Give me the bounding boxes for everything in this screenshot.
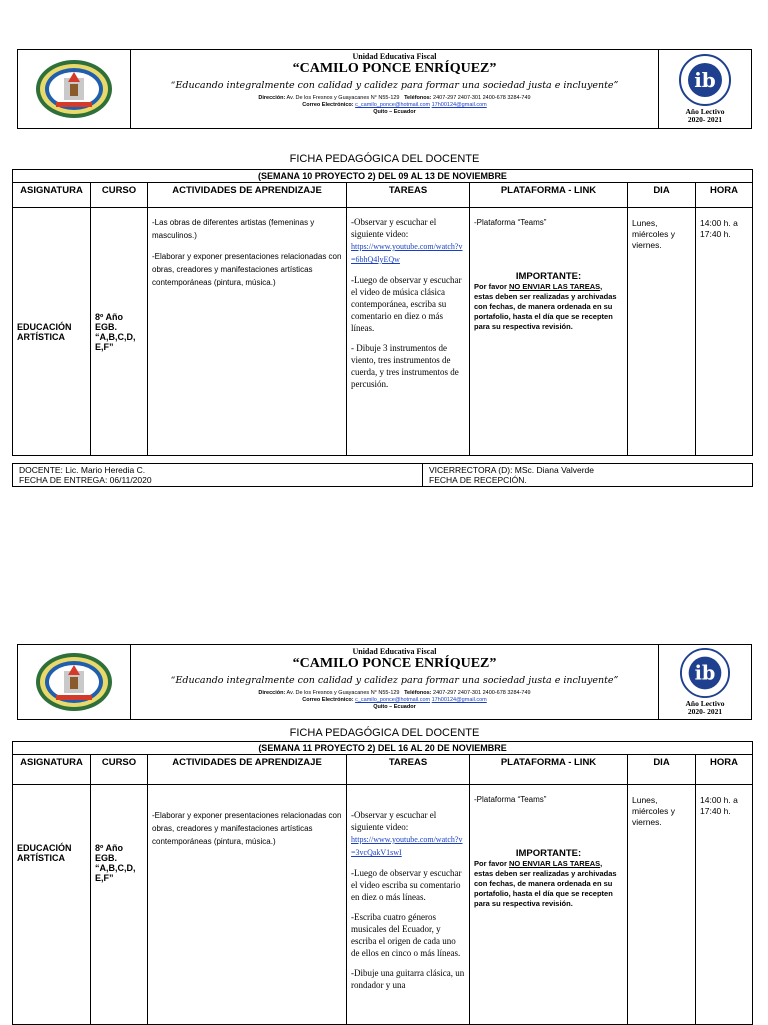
- school-logo-cell: [18, 645, 131, 719]
- task-item: -Luego de observar y escuchar el video de música clásica contemporánea, escriba su comentario en diez o más líneas.: [351, 275, 462, 333]
- subject-cell: EDUCACIÓN ARTÍSTICA: [13, 208, 91, 456]
- activity-item: -Elaborar y exponer presentaciones relacionadas con obras, creadores y manifestaciones artísticas contemporáneas (pintura, música.): [152, 252, 342, 287]
- important-title: IMPORTANTE:: [515, 271, 582, 282]
- activity-item: -Elaborar y exponer presentaciones relacionadas con obras, creadores y manifestaciones artísticas contemporáneas (pintura, música.): [152, 811, 342, 846]
- col-day: DIA: [628, 755, 696, 785]
- school-header: [17, 644, 752, 720]
- col-course: CURSO: [91, 183, 148, 208]
- vice-name: VICERRECTORA (D): MSc. Diana Valverde: [429, 465, 595, 475]
- schedule-table-week10: [12, 169, 753, 456]
- day-cell: Lunes, miércoles y viernes.: [628, 785, 696, 1025]
- school-crest-icon: [34, 58, 114, 120]
- subject-cell: EDUCACIÓN ARTÍSTICA: [13, 785, 91, 1025]
- col-course: CURSO: [91, 755, 148, 785]
- activities-cell: [148, 785, 347, 1025]
- task-item: -Dibuje una guitarra clásica, un rondador y una: [351, 968, 465, 990]
- task-item: -Luego de observar y escuchar el video escriba su comentario en diez o más líneas.: [351, 868, 462, 902]
- important-text: Por favor NO ENVIAR LAS TAREAS, estas deben ser realizadas y archivadas con fechas, de manera ordenada en su portafolio, hasta el día que se recepten para su respectiva revisión.: [474, 859, 617, 908]
- table-header-row: [13, 183, 753, 208]
- platform-cell: [470, 208, 628, 456]
- platform-name: -Plataforma “Teams”: [474, 795, 547, 804]
- school-address: Dirección: Av. De los Fresnos y Guayacanes N° N55-129 Teléfonos: 2407-297 2407-301 2400-678 3284-749: [258, 690, 531, 696]
- col-tasks: TAREAS: [347, 755, 470, 785]
- col-platform: PLATAFORMA - LINK: [470, 755, 628, 785]
- signature-row: [13, 464, 753, 487]
- week-title: (SEMANA 11 PROYECTO 2) DEL 16 AL 20 DE NOVIEMBRE: [13, 742, 753, 755]
- school-year: Año Lectivo 2020- 2021: [685, 699, 725, 716]
- school-city: Quito – Ecuador: [373, 704, 416, 710]
- school-city: Quito – Ecuador: [373, 109, 416, 115]
- svg-text:ib: ib: [694, 661, 716, 685]
- schedule-table-week11: [12, 741, 753, 1025]
- school-logo-cell: [18, 50, 131, 128]
- course-cell: 8º Año EGB. “A,B,C,D, E,F”: [91, 208, 148, 456]
- video-link[interactable]: https://www.youtube.com/watch?v=6bhQ4lyEQw: [351, 242, 463, 264]
- ficha-title: FICHA PEDAGÓGICA DEL DOCENTE: [289, 727, 480, 739]
- col-platform: PLATAFORMA - LINK: [470, 183, 628, 208]
- activities-cell: [148, 208, 347, 456]
- school-unit: Unidad Educativa Fiscal: [352, 52, 437, 61]
- vice-info: [423, 464, 753, 487]
- school-year: Año Lectivo 2020- 2021: [685, 107, 725, 124]
- course-cell: 8º Año EGB. “A,B,C,D, E,F”: [91, 785, 148, 1025]
- ib-cell: [658, 645, 751, 719]
- table-row: [13, 208, 753, 456]
- week-title: (SEMANA 10 PROYECTO 2) DEL 09 AL 13 DE NOVIEMBRE: [13, 170, 753, 183]
- table-row: [13, 785, 753, 1025]
- hour-cell: 14:00 h. a 17:40 h.: [696, 208, 753, 456]
- signature-table: [12, 463, 753, 487]
- school-motto: “Educando integralmente con calidad y calidez para formar una sociedad justa e incluyente”: [170, 675, 619, 686]
- svg-text:ib: ib: [694, 68, 716, 92]
- email-link-1[interactable]: c_camilo_ponce@hotmail.com: [355, 697, 431, 703]
- col-subject: ASIGNATURA: [13, 183, 91, 208]
- school-address: Dirección: Av. De los Fresnos y Guayacanes N° N55-129 Teléfonos: 2407-297 2407-301 2400-678 3284-749: [258, 95, 531, 101]
- col-tasks: TAREAS: [347, 183, 470, 208]
- email-link-1[interactable]: c_camilo_ponce@hotmail.com: [355, 102, 431, 108]
- activity-item: -Las obras de diferentes artistas (femeninas y masculinos.): [152, 218, 315, 240]
- reception-date: FECHA DE RECEPCIÓN.: [429, 475, 527, 485]
- ib-logo-icon: [677, 648, 733, 698]
- school-name: “CAMILO PONCE ENRÍQUEZ”: [292, 656, 497, 671]
- ib-cell: [658, 50, 751, 128]
- week-title-row: [13, 170, 753, 183]
- ib-logo-icon: [677, 54, 733, 106]
- tasks-cell: [347, 785, 470, 1025]
- task-item: -Escriba cuatro géneros musicales del Ecuador, y escriba el origen de cada uno de ellos en cinco o más líneas.: [351, 912, 461, 958]
- important-title: IMPORTANTE:: [515, 848, 582, 859]
- col-hour: HORA: [696, 755, 753, 785]
- video-link[interactable]: https://www.youtube.com/watch?v=3vcQakV1swI: [351, 835, 463, 857]
- school-email: Correo Electrónico: c_camilo_ponce@hotmail.com 17h00124@gmail.com: [302, 102, 487, 108]
- school-motto: “Educando integralmente con calidad y calidez para formar una sociedad justa e incluyente”: [170, 80, 619, 91]
- task-item: -Observar y escuchar el siguiente video: https://www.youtube.com/watch?v=6bhQ4lyEQw: [351, 217, 463, 264]
- week-title-row: [13, 742, 753, 755]
- task-item: - Dibuje 3 instrumentos de viento, tres instrumentos de cuerda, y tres instrumentos de percusión.: [351, 343, 459, 389]
- ficha-title: FICHA PEDAGÓGICA DEL DOCENTE: [289, 153, 480, 165]
- teacher-name: DOCENTE: Lic. Mario Heredia C.: [19, 465, 146, 475]
- important-text: Por favor NO ENVIAR LAS TAREAS, estas deben ser realizadas y archivadas con fechas, de manera ordenada en su portafolio, hasta el día que se recepten para su respectiva revisión.: [474, 282, 617, 331]
- school-header: [17, 49, 752, 129]
- col-activities: ACTIVIDADES DE APRENDIZAJE: [148, 755, 347, 785]
- day-cell: Lunes, miércoles y viernes.: [628, 208, 696, 456]
- school-unit: Unidad Educativa Fiscal: [352, 647, 437, 656]
- platform-name: -Plataforma “Teams”: [474, 218, 547, 227]
- col-day: DIA: [628, 183, 696, 208]
- col-hour: HORA: [696, 183, 753, 208]
- platform-cell: [470, 785, 628, 1025]
- hour-cell: 14:00 h. a 17:40 h.: [696, 785, 753, 1025]
- email-link-2[interactable]: 17h00124@gmail.com: [431, 697, 487, 703]
- table-header-row: [13, 755, 753, 785]
- teacher-info: [13, 464, 423, 487]
- delivery-date: FECHA DE ENTREGA: 06/11/2020: [19, 475, 152, 485]
- tasks-cell: [347, 208, 470, 456]
- col-activities: ACTIVIDADES DE APRENDIZAJE: [148, 183, 347, 208]
- school-info: [131, 50, 658, 128]
- school-name: “CAMILO PONCE ENRÍQUEZ”: [292, 61, 497, 76]
- school-crest-icon: [34, 651, 114, 713]
- school-email: Correo Electrónico: c_camilo_ponce@hotmail.com 17h00124@gmail.com: [302, 697, 487, 703]
- school-info: [131, 645, 658, 719]
- task-item: -Observar y escuchar el siguiente video: https://www.youtube.com/watch?v=3vcQakV1swI: [351, 810, 463, 857]
- col-subject: ASIGNATURA: [13, 755, 91, 785]
- email-link-2[interactable]: 17h00124@gmail.com: [431, 102, 487, 108]
